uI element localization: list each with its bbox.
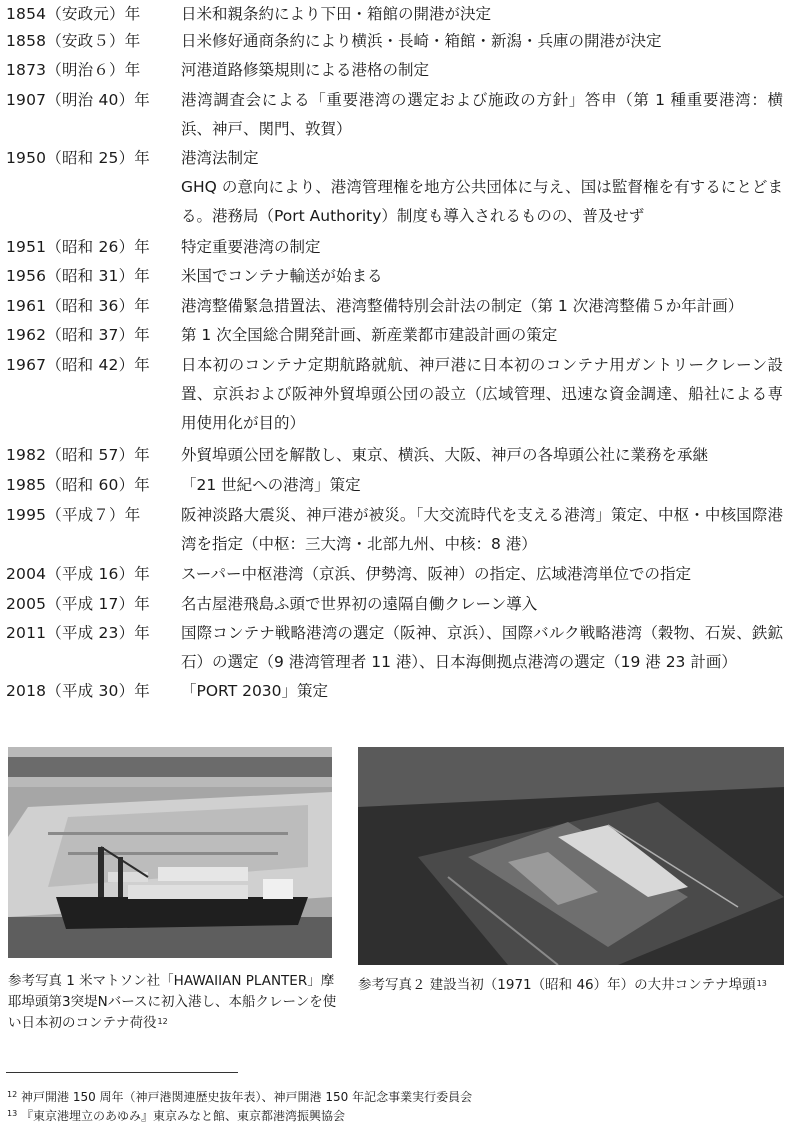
timeline-year: 1907（明治 40）年: [6, 91, 150, 109]
timeline-year: 1854（安政元）年: [6, 5, 141, 23]
timeline-year: 1858（安政５）年: [6, 32, 141, 50]
footnote: [6, 1088, 472, 1106]
event-text: 阪神淡路大震災、神戸港が被災。「大交流時代を支える港湾」策定、中枢・中核国際港湾を指定（中枢：三大湾・北部九州、中核：8 港）: [181, 506, 783, 553]
timeline-event: [181, 86, 783, 144]
footnote: [6, 1107, 345, 1125]
timeline-year: 2005（平成 17）年: [6, 595, 150, 613]
footnote-number: 13: [7, 1109, 18, 1118]
footnote-divider: [6, 1072, 238, 1073]
event-text: 日米和親条約により下田・箱館の開港が決定: [181, 5, 492, 23]
event-text: 河港道路修築規則による港格の制定: [181, 61, 430, 79]
footnote-number: 12: [7, 1090, 18, 1099]
timeline-event: [181, 677, 783, 706]
event-text: 国際コンテナ戦略港湾の選定（阪神、京浜）、国際バルク戦略港湾（穀物、石炭、鉄鉱石）の選定（9 港湾管理者 11 港）、日本海側拠点港湾の選定（19 港 23 計画）: [181, 624, 783, 671]
timeline-event: [181, 144, 783, 231]
event-text: 外貿埠頭公団を解散し、東京、横浜、大阪、神戸の各埠頭公社に業務を承継: [181, 446, 709, 464]
photo-container-ship: [8, 747, 332, 958]
timeline-year: 1985（昭和 60）年: [6, 476, 150, 494]
timeline-event: [181, 27, 783, 56]
footnote-text: 『東京港埋立のあゆみ』東京みなと館、東京都港湾振興協会: [21, 1109, 346, 1123]
caption-text: 参考写真２ 建設当初（1971（昭和 46）年）の大井コンテナ埠頭: [358, 977, 756, 993]
event-text: 第 1 次全国総合開発計画、新産業都市建設計画の策定: [181, 326, 558, 344]
footnote-ref: 13: [756, 979, 767, 988]
timeline-year: 1967（昭和 42）年: [6, 356, 150, 374]
event-text: 「21 世紀への港湾」策定: [181, 476, 361, 494]
timeline-event: [181, 56, 783, 85]
timeline-year: 1956（昭和 31）年: [6, 267, 150, 285]
photo-caption-1: [8, 971, 342, 1034]
timeline-event: [181, 501, 783, 559]
timeline-event: [181, 441, 783, 470]
timeline-event: [181, 233, 783, 262]
footnote-text: 神戸開港 150 周年（神戸港関連歴史抜年表）、神戸開港 150 年記念事業実行委員会: [21, 1090, 473, 1104]
timeline-year: 1962（昭和 37）年: [6, 326, 150, 344]
event-text: 日本初のコンテナ定期航路就航、神戸港に日本初のコンテナ用ガントリークレーン設置、京浜および阪神外貿埠頭公団の設立（広域管理、迅速な資金調達、船社による専用使用化が目的）: [181, 356, 783, 432]
event-text: 名古屋港飛島ふ頭で世界初の遠隔自働クレーン導入: [181, 595, 538, 613]
timeline-event: [181, 0, 783, 29]
timeline-year: 2018（平成 30）年: [6, 682, 150, 700]
caption-text: 参考写真 1 米マトソン社「HAWAIIAN PLANTER」摩耶埠頭第3突堤Nバースに初入港し、本船クレーンを使い日本初のコンテナ荷役: [8, 973, 337, 1031]
event-text: 港湾法制定: [181, 149, 259, 167]
timeline-event: [181, 262, 783, 291]
timeline-year: 1982（昭和 57）年: [6, 446, 150, 464]
event-text: スーパー中枢港湾（京浜、伊勢湾、阪神）の指定、広域港湾単位での指定: [181, 565, 691, 583]
timeline-event: [181, 292, 783, 321]
footnote-ref: 12: [157, 1017, 168, 1026]
photo-container-terminal-aerial: [358, 747, 784, 965]
event-text: 米国でコンテナ輸送が始まる: [181, 267, 383, 285]
timeline-year: 1961（昭和 36）年: [6, 297, 150, 315]
timeline-event: [181, 351, 783, 438]
event-text: 特定重要港湾の制定: [181, 238, 321, 256]
timeline-event: [181, 590, 783, 619]
event-text: 「PORT 2030」策定: [181, 682, 329, 700]
timeline-year: 2011（平成 23）年: [6, 624, 150, 642]
event-text: GHQ の意向により、港湾管理権を地方公共団体に与え、国は監督権を有するにとどまる。港務局（Port Authority）制度も導入されるものの、普及せず: [181, 178, 783, 225]
timeline-event: [181, 321, 783, 350]
timeline-year: 1995（平成７）年: [6, 506, 141, 524]
event-text: 日米修好通商条約により横浜・長崎・箱館・新潟・兵庫の開港が決定: [181, 32, 662, 50]
event-text: 港湾整備緊急措置法、港湾整備特別会計法の制定（第 1 次港湾整備５か年計画）: [181, 297, 744, 315]
timeline-year: 1951（昭和 26）年: [6, 238, 150, 256]
timeline-event: [181, 471, 783, 500]
timeline-event: [181, 619, 783, 677]
timeline-event: [181, 560, 783, 589]
event-text: 港湾調査会による「重要港湾の選定および施政の方針」答申（第 1 種重要港湾：横浜、神戸、関門、敦賀）: [181, 91, 783, 138]
timeline-year: 1950（昭和 25）年: [6, 149, 150, 167]
photo-caption-2: [358, 975, 788, 996]
timeline-year: 2004（平成 16）年: [6, 565, 150, 583]
timeline-year: 1873（明治６）年: [6, 61, 141, 79]
